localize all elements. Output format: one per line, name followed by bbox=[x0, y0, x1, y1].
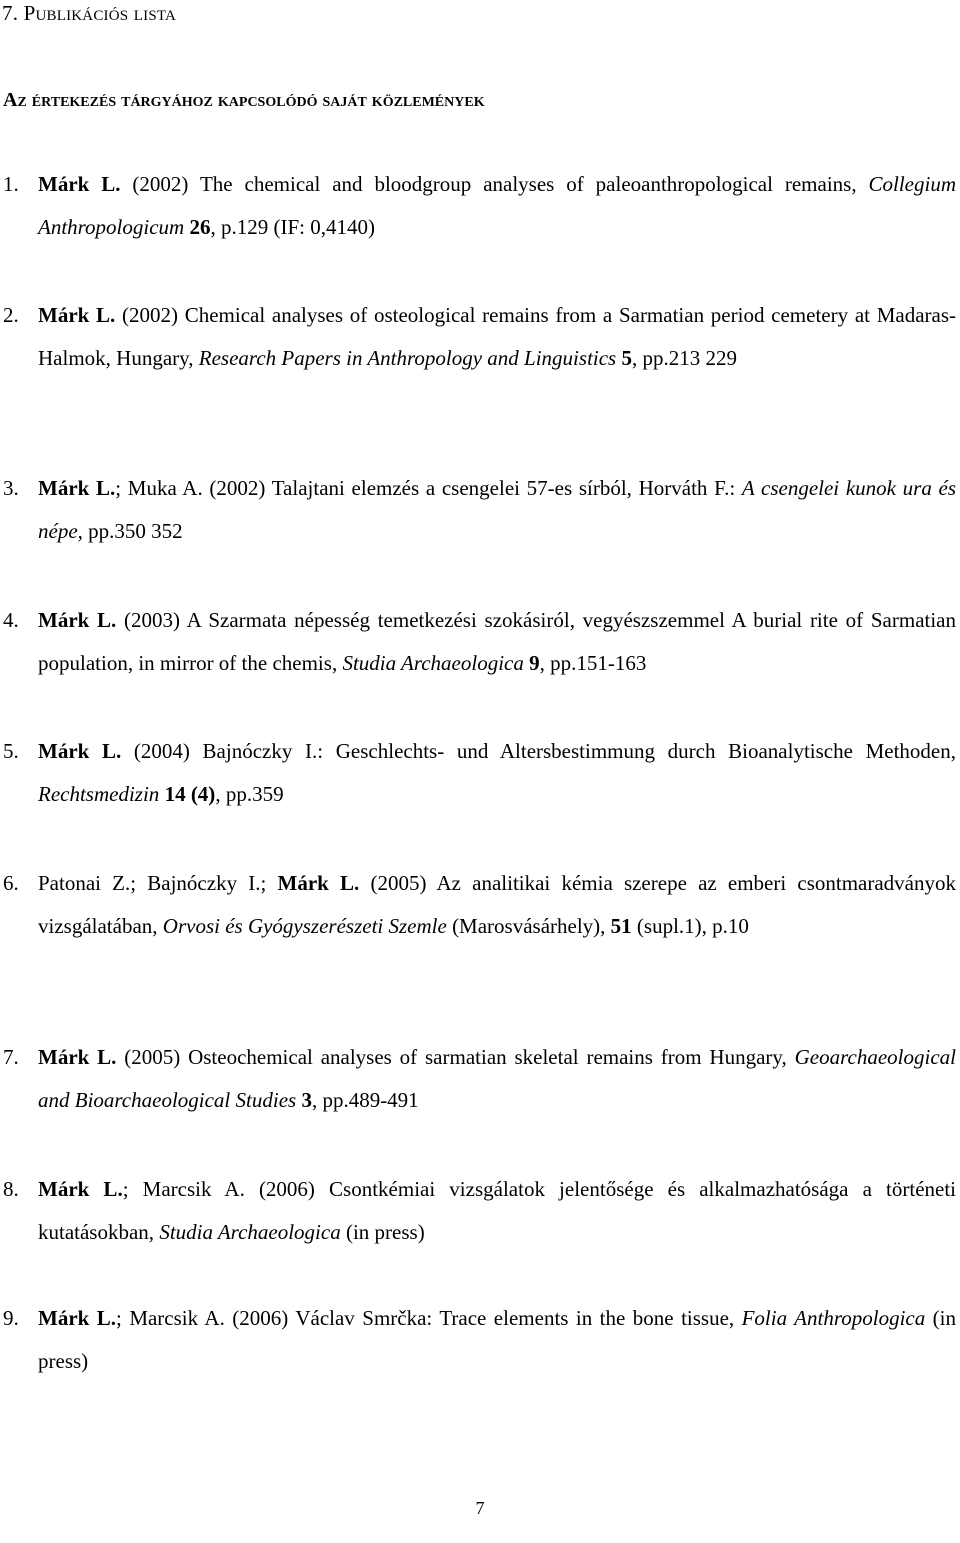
citation-segment: Márk L. bbox=[38, 476, 116, 500]
publication-entry bbox=[0, 599, 960, 685]
citation-segment: 14 (4) bbox=[164, 782, 216, 806]
citation-segment: (2002) Chemical analyses of osteological remains from a Sarmatian period cemetery at Madaras-Halmok, Hungary, bbox=[38, 303, 956, 370]
citation-segment: Rechtsmedizin bbox=[38, 782, 160, 806]
citation-segment: , p.129 (IF: 0,4140) bbox=[210, 215, 375, 239]
publication-number: 2. bbox=[3, 303, 19, 327]
publication-entry bbox=[0, 1036, 960, 1122]
citation-segment: Collegium Anthropologicum bbox=[38, 172, 956, 239]
section-subtitle: Az értekezés tárgyához kapcsolódó saját közlemények bbox=[3, 89, 485, 111]
citation-segment: 26 bbox=[189, 215, 211, 239]
citation-segment: A csengelei kunok ura és népe bbox=[38, 476, 956, 543]
citation-segment: , pp.350 352 bbox=[77, 519, 183, 543]
citation-segment: 5 bbox=[621, 346, 632, 370]
citation-segment: Márk L. bbox=[38, 172, 121, 196]
publication-citation bbox=[38, 1036, 956, 1122]
citation-segment: Studia Archaeologica bbox=[159, 1220, 341, 1244]
citation-segment: , pp.213 229 bbox=[631, 346, 737, 370]
citation-segment: ; Marcsik A. (2006) Václav Smrčka: Trace elements in the bone tissue, bbox=[116, 1306, 742, 1330]
citation-segment: Geoarchaeological and Bioarchaeological Studies bbox=[38, 1045, 956, 1112]
publication-citation bbox=[38, 1168, 956, 1254]
publication-citation bbox=[38, 1297, 956, 1383]
citation-segment: (2002) The chemical and bloodgroup analyses of paleoanthropological remains, bbox=[120, 172, 869, 196]
publication-citation bbox=[38, 599, 956, 685]
citation-segment: Márk L. bbox=[38, 303, 116, 327]
publication-number: 4. bbox=[3, 608, 19, 632]
citation-segment: 51 bbox=[610, 914, 632, 938]
citation-segment: (Marosvásárhely), bbox=[446, 914, 611, 938]
citation-segment: Márk L. bbox=[38, 608, 117, 632]
publication-entry bbox=[0, 163, 960, 249]
citation-segment: Patonai Z.; Bajnóczky I.; bbox=[38, 871, 278, 895]
publication-number: 3. bbox=[3, 476, 19, 500]
citation-segment: (2004) Bajnóczky I.: Geschlechts- und Altersbestimmung durch Bioanalytische Methoden, bbox=[121, 739, 956, 763]
citation-segment: (supl.1), p.10 bbox=[631, 914, 749, 938]
citation-segment: , pp.151-163 bbox=[539, 651, 647, 675]
publication-entry bbox=[0, 294, 960, 380]
citation-segment: (2005) Osteochemical analyses of sarmatian skeletal remains from Hungary, bbox=[116, 1045, 795, 1069]
publication-number: 9. bbox=[3, 1306, 19, 1330]
citation-segment: (2005) Az analitikai kémia szerepe az emberi csontmaradványok vizsgálatában, bbox=[38, 871, 956, 938]
citation-segment: Studia Archaeologica bbox=[342, 651, 524, 675]
publication-number: 7. bbox=[3, 1045, 19, 1069]
citation-segment: Márk L. bbox=[38, 739, 122, 763]
publication-citation bbox=[38, 730, 956, 816]
citation-segment: Orvosi és Gyógyszerészeti Szemle bbox=[162, 914, 447, 938]
citation-segment: (2003) A Szarmata népesség temetkezési szokásiról, vegyészszemmel A burial rite of Sarmatian population, in mirror of the chemis, bbox=[38, 608, 957, 675]
citation-segment: Research Papers in Anthropology and Linguistics bbox=[198, 346, 617, 370]
citation-segment: Márk L. bbox=[38, 1045, 117, 1069]
citation-segment: , pp.359 bbox=[215, 782, 284, 806]
citation-segment: (in press) bbox=[38, 1306, 957, 1373]
publication-citation bbox=[38, 163, 956, 249]
citation-segment: Márk L. bbox=[38, 1177, 123, 1201]
publication-number: 6. bbox=[3, 871, 19, 895]
citation-segment: , pp.489-491 bbox=[311, 1088, 419, 1112]
publication-citation bbox=[38, 467, 956, 553]
citation-segment: ; Marcsik A. (2006) Csontkémiai vizsgálatok jelentősége és alkalmazhatósága a történeti kutatásokban, bbox=[38, 1177, 957, 1244]
citation-segment: Folia Anthropologica bbox=[741, 1306, 926, 1330]
section-title: 7. Publikációs lista bbox=[2, 1, 177, 25]
citation-segment: 3 bbox=[301, 1088, 312, 1112]
publication-citation bbox=[38, 294, 956, 380]
publication-number: 8. bbox=[3, 1177, 19, 1201]
publication-entry bbox=[0, 1297, 960, 1383]
citation-segment: (in press) bbox=[340, 1220, 425, 1244]
publication-number: 5. bbox=[3, 739, 19, 763]
publication-entry bbox=[0, 467, 960, 553]
citation-segment: Márk L. bbox=[38, 1306, 117, 1330]
publication-citation bbox=[38, 862, 956, 948]
publication-entry bbox=[0, 1168, 960, 1254]
publication-number: 1. bbox=[3, 172, 19, 196]
citation-segment: ; Muka A. (2002) Talajtani elemzés a csengelei 57-es sírból, Horváth F.: bbox=[115, 476, 742, 500]
page-number: 7 bbox=[475, 1498, 485, 1518]
publication-entry bbox=[0, 862, 960, 948]
citation-segment: 9 bbox=[529, 651, 540, 675]
publication-entry bbox=[0, 730, 960, 816]
citation-segment: Márk L. bbox=[277, 871, 360, 895]
